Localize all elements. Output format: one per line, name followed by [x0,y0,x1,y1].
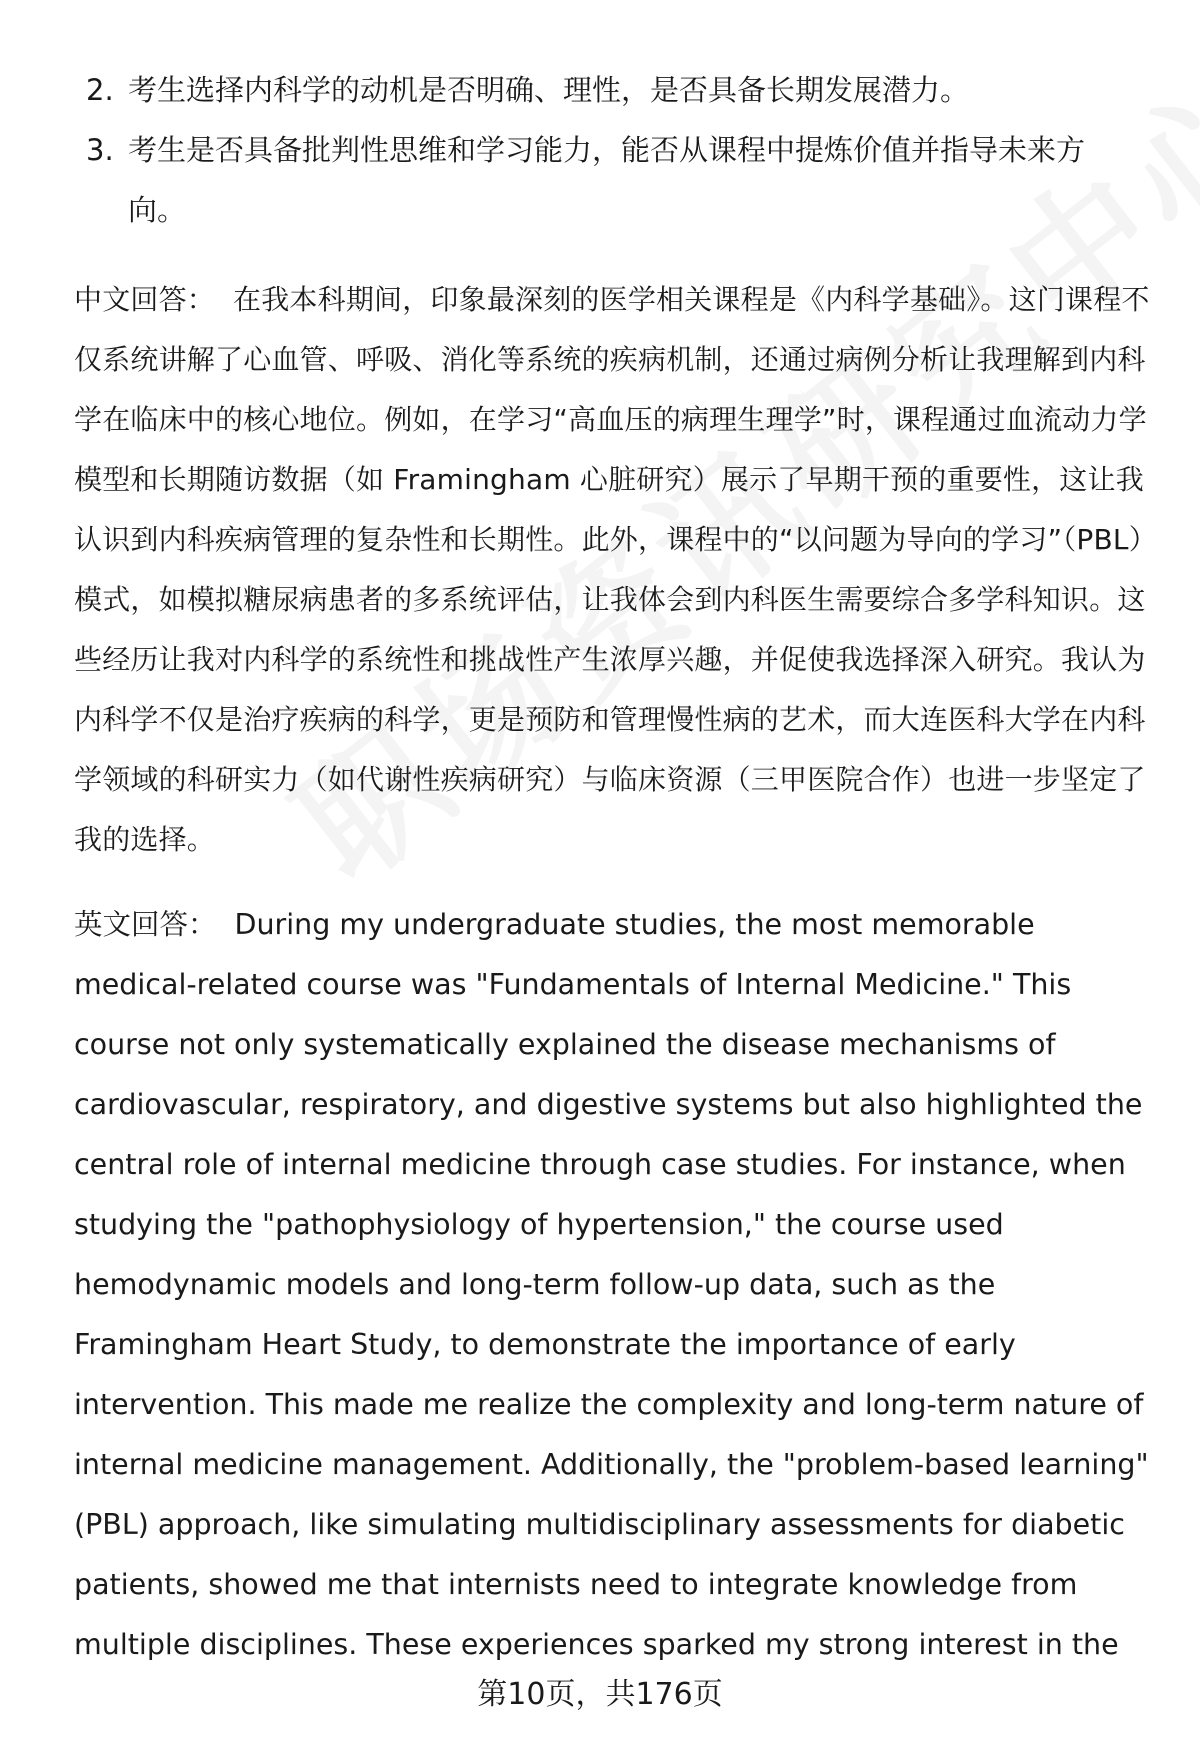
page-number-footer: 第10页，共176页 [477,1677,723,1712]
list-item-text: 考生选择内科学的动机是否明确、理性，是否具备长期发展潜力。 [128,73,970,107]
list-item [74,60,1134,120]
english-answer-text: During my undergraduate studies, the most memorable medical-related course was "Fundamentals of Internal Medicine." This course not only systematically explained the disease mechanisms of cardiovascular, respiratory, and digestive systems but also highlighted the central role of internal medicine through case studies. For instance, when studying the "pathophysiology of hypertension," the course used hemodynamic models and long-term follow-up data, such as the Framingham Heart Study, to demonstrate the importance of early intervention. This made me realize the complexity and long-term nature of internal medicine management. Additionally, the "problem-based learning" (PBL) approach, like simulating multidisciplinary assessments for diabetic patients, showed me that internists need to integrate knowledge from multiple disciplines. These experiences sparked my strong interest in the [74,908,1149,1661]
list-item-number: 3. [86,133,114,167]
list-item-text: 考生是否具备批判性思维和学习能力，能否从课程中提炼价值并指导未来方向。 [128,133,1086,227]
criteria-list [74,60,1134,240]
chinese-answer-label: 中文回答： [74,283,216,316]
list-item [74,120,1134,240]
chinese-answer-text: 在我本科期间，印象最深刻的医学相关课程是《内科学基础》。这门课程不仅系统讲解了心血管、呼吸、消化等系统的疾病机制，还通过病例分析让我理解到内科学在临床中的核心地位。例如，在学习“高血压的病理生理学”时，课程通过血流动力学模型和长期随访数据（如 Framingham 心脏研究）展示了早期干预的重要性，这让我认识到内科疾病管理的复杂性和长期性。此外，课程中的“以问题为导向的学习”（PBL）模式，如模拟糖尿病患者的多系统评估，让我体会到内科医生需要综合多学科知识。这些经历让我对内科学的系统性和挑战性产生浓厚兴趣，并促使我选择深入研究。我认为内科学不仅是治疗疾病的科学，更是预防和管理慢性病的艺术，而大连医科大学在内科学领域的科研实力（如代谢性疾病研究）与临床资源（三甲医院合作）也进一步坚定了我的选择。 [74,283,1157,856]
list-item-number: 2. [86,73,114,107]
chinese-answer-paragraph [74,270,1159,870]
english-answer-paragraph [74,895,1159,1675]
english-answer-label: 英文回答： [74,908,217,941]
